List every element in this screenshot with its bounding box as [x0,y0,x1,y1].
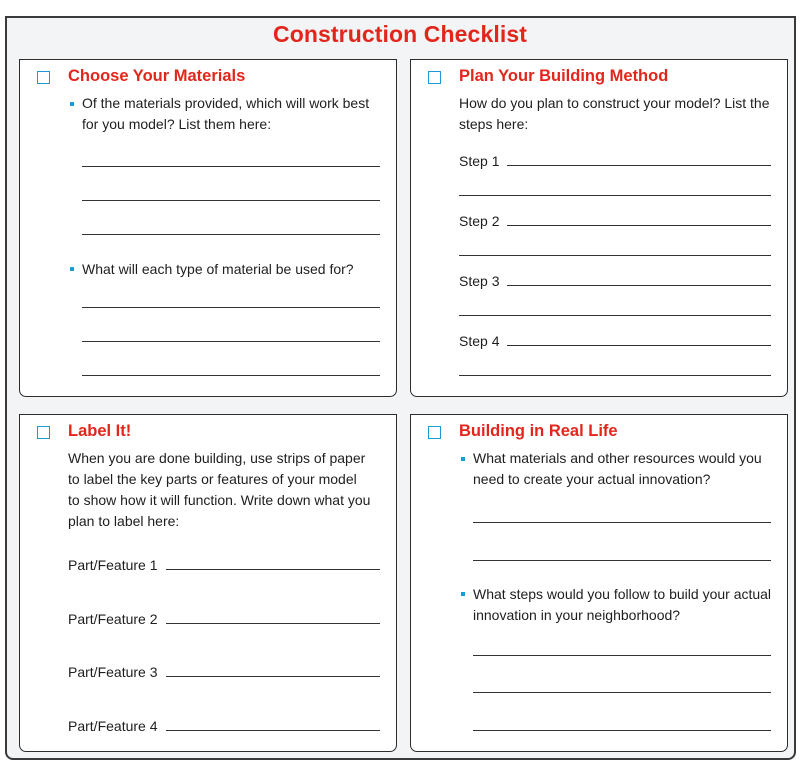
intro-text: plan to label here: [68,513,180,529]
part-label: Part/Feature 1 [68,557,158,573]
question-text: What will each type of material be used for? [82,261,354,277]
step-field-continued[interactable] [459,255,771,256]
panel-building-in-real-life [410,414,788,752]
question-text: Of the materials provided, which will work best for you model? List them here: [82,95,370,132]
bullet-icon [70,102,74,106]
answer-line[interactable] [473,730,771,731]
answer-line[interactable] [473,655,771,656]
part-field[interactable] [166,623,380,624]
step-label: Step 3 [459,273,500,289]
panel-title: Choose Your Materials [68,67,246,85]
intro-text: to label the key parts or features of your model [68,471,357,487]
bullet-icon [461,457,465,461]
step-label: Step 4 [459,333,500,349]
panel-title: Building in Real Life [459,422,618,440]
question-text: What steps would you follow to build your actual innovation in your neighborhood? [473,586,772,623]
part-label: Part/Feature 2 [68,611,158,627]
step-field[interactable] [507,225,771,226]
panel-title: Plan Your Building Method [459,67,669,85]
empty-checkbox-icon[interactable] [428,71,441,84]
intro-text: How do you plan to construct your model? List the steps here: [459,95,770,132]
answer-line[interactable] [82,200,380,201]
empty-checkbox-icon[interactable] [428,426,441,439]
answer-line[interactable] [473,560,771,561]
step-field[interactable] [507,285,771,286]
page-title: Construction Checklist [273,21,527,47]
part-label: Part/Feature 3 [68,664,158,680]
answer-line[interactable] [82,234,380,235]
step-field-continued[interactable] [459,195,771,196]
bullet-icon [70,267,74,271]
step-field-continued[interactable] [459,315,771,316]
answer-line[interactable] [82,375,380,376]
part-label: Part/Feature 4 [68,718,158,734]
bullet-icon [461,592,465,596]
step-field[interactable] [507,165,771,166]
empty-checkbox-icon[interactable] [37,71,50,84]
panel-label-it [19,414,397,752]
answer-line[interactable] [82,166,380,167]
intro-text: When you are done building, use strips of paper [68,450,366,466]
part-field[interactable] [166,730,380,731]
part-field[interactable] [166,569,380,570]
step-label: Step 1 [459,153,500,169]
answer-line[interactable] [82,307,380,308]
answer-line[interactable] [473,522,771,523]
step-label: Step 2 [459,213,500,229]
answer-line[interactable] [82,341,380,342]
panel-choose-materials [19,59,397,397]
panel-title: Label It! [68,422,132,440]
answer-line[interactable] [473,692,771,693]
step-field[interactable] [507,345,771,346]
empty-checkbox-icon[interactable] [37,426,50,439]
step-field-continued[interactable] [459,375,771,376]
panel-plan-building-method [410,59,788,397]
question-text: What materials and other resources would you need to create your actual innovation? [473,450,762,487]
intro-text: to show how it will function. Write down what you [68,492,371,508]
part-field[interactable] [166,676,380,677]
